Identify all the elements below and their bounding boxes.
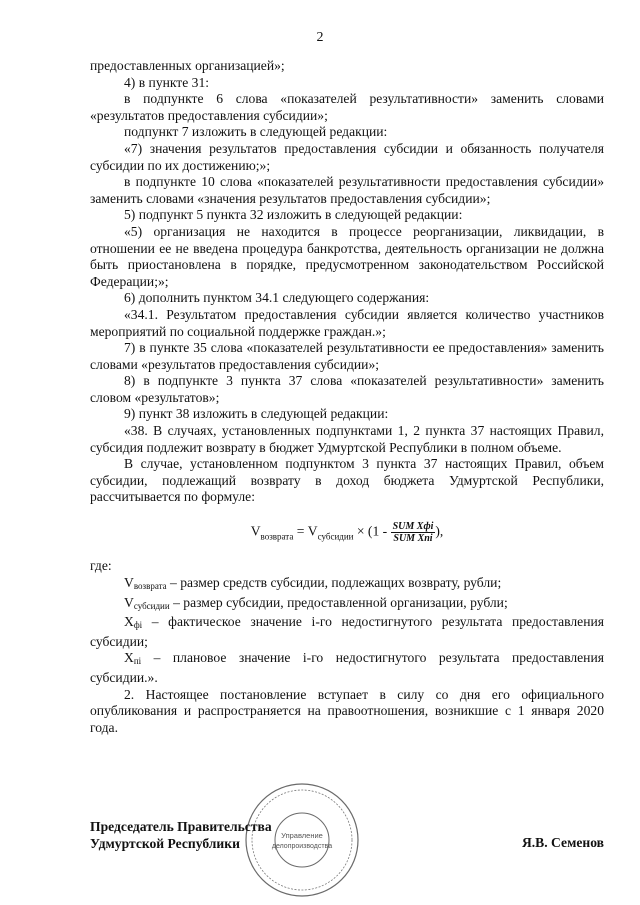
signature-title-line1: Председатель Правительства — [90, 819, 272, 834]
closing-paragraph: 2. Настоящее постановление вступает в силу со дня его официального опубликования и распространяется на правоотношения, возникшие с 1 января 2020 года. — [90, 686, 604, 735]
paragraph-12: 8) в подпункте 3 пункта 37 слова «показателей результативности» заменить словом «результатов»; — [90, 373, 604, 405]
paragraph-8: «5) организация не находится в процессе реорганизации, ликвидации, в отношении ее не введена процедура банкротства, деятельность организации не должна быть приостановлена в порядке, предусмотренном законодательством Российской Федерации;»; — [90, 223, 604, 289]
formula-denominator: SUM Xпi — [393, 533, 433, 545]
formula-times: × (1 - — [353, 523, 391, 539]
definition-x-plan: $X_{пi}$ – плановое значение i-го недостигнутого результата предоставления субсидии.». — [90, 650, 604, 685]
formula-eq: = — [293, 523, 308, 539]
stamp-line-1: Управление — [281, 831, 323, 840]
definition-x-fact: $X_{фi}$ – фактическое значение i-го недостигнутого результата предоставления субсидии; — [90, 614, 604, 649]
formula-sub-return: возврата — [260, 531, 294, 542]
paragraph-13: 9) пункт 38 изложить в следующей редакции: — [124, 406, 389, 422]
paragraph-6: в подпункте 10 слова «показателей результативности предоставления субсидии» заменить словами «значения результатов предоставления субсидии»; — [90, 174, 604, 206]
definition-v-subsidy: $V_{субсидии}$ – размер субсидии, предоставленной организации, рубли; — [124, 594, 508, 611]
document-body — [90, 58, 604, 736]
paragraph-7: 5) подпункт 5 пункта 32 изложить в следующей редакции: — [124, 207, 463, 223]
paragraph-11: 7) в пункте 35 слова «показателей результативности ее предоставления» заменить словами «результатов предоставления субсидии»; — [90, 340, 604, 372]
paragraph-3: в подпункте 6 слова «показателей результативности» заменить словами «результатов предоставления субсидии»; — [90, 91, 604, 123]
paragraph-2: 4) в пункте 31: — [124, 74, 210, 90]
formula-sub-subsidy: субсидии — [317, 531, 354, 542]
refund-formula — [90, 521, 604, 544]
formula-close: ), — [435, 523, 444, 539]
formula-numerator: SUM Xфi — [392, 521, 434, 533]
formula-v-return: V — [250, 523, 261, 539]
paragraph-1: предоставленных организацией»; — [90, 58, 285, 73]
signature-title-line2: Удмуртской Республики — [90, 836, 240, 851]
formula-v-subsidy: V — [307, 523, 318, 539]
paragraph-10: «34.1. Результатом предоставления субсидии является количество участников мероприятий по социальной поддержке граждан.»; — [90, 306, 604, 339]
formula-fraction — [391, 521, 436, 544]
where-label: где: — [90, 558, 112, 574]
paragraph-15: В случае, установленном подпунктом 3 пункта 37 настоящих Правил, объем субсидии, подлежащий возврату в доход бюджета Удмуртской Республики, рассчитывается по формуле: — [90, 456, 604, 505]
paragraph-4: подпункт 7 изложить в следующей редакции: — [124, 124, 388, 140]
page-number: 2 — [316, 30, 324, 45]
stamp-line-2: делопроизводства — [271, 843, 333, 850]
paragraph-14: «38. В случаях, установленных подпунктами 1, 2 пункта 37 настоящих Правил, субсидия подлежит возврату в бюджет Удмуртской Республики в полном объеме. — [90, 423, 604, 455]
definition-v-return: $V_{возврата}$ – размер средств субсидии, подлежащих возврату, рубли; — [124, 574, 502, 591]
signer-name: Я.В. Семенов — [521, 835, 604, 850]
signature-block — [90, 818, 272, 852]
paragraph-5: «7) значения результатов предоставления субсидии и обязанность получателя субсидии по их достижению;»; — [90, 140, 604, 173]
paragraph-9: 6) дополнить пунктом 34.1 следующего содержания: — [124, 290, 430, 306]
